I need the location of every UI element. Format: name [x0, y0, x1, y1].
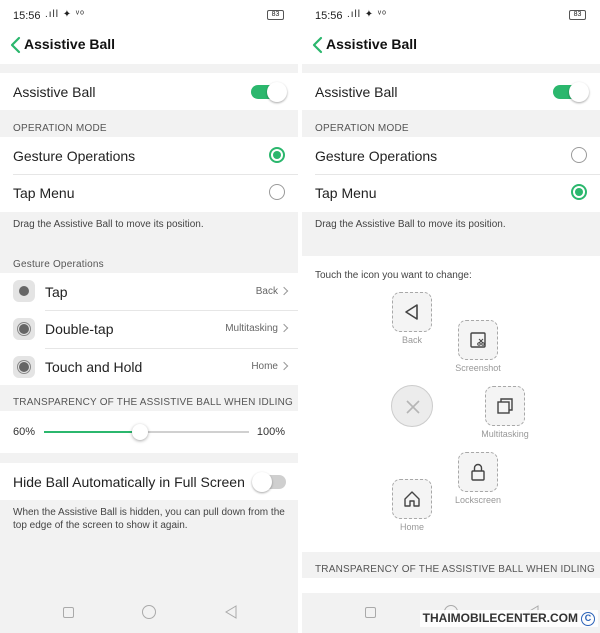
gesture-row-tap[interactable]	[0, 273, 298, 310]
gesture-operations-radio[interactable]	[269, 147, 285, 163]
menu-item-back[interactable]	[392, 292, 432, 332]
toggle-knob	[252, 472, 272, 492]
menu-item-label: Lockscreen	[454, 495, 502, 505]
signal-icon: .ıll ✦ ᵛᵒ	[45, 9, 85, 20]
tap-menu-label: Tap Menu	[13, 185, 75, 201]
drag-note: Drag the Assistive Ball to move its position.	[315, 219, 506, 230]
back-triangle-icon	[402, 302, 422, 322]
tap-menu-option[interactable]	[0, 175, 298, 212]
battery-icon: 83	[569, 10, 586, 20]
page-title: Assistive Ball	[24, 36, 116, 52]
menu-item-label: Screenshot	[455, 363, 501, 373]
battery-icon: 83	[267, 10, 284, 20]
menu-item-label: Back	[401, 335, 422, 345]
transparency-slider-row	[0, 411, 298, 453]
title-bar	[0, 28, 298, 64]
watermark-text: THAIMOBILECENTER.COM	[422, 611, 578, 625]
close-menu-button[interactable]	[391, 385, 433, 427]
gesture-value: Multitasking	[225, 323, 278, 334]
assistive-ball-label: Assistive Ball	[13, 84, 96, 100]
gesture-row-double-tap[interactable]	[0, 311, 298, 348]
menu-item-lockscreen[interactable]	[458, 452, 498, 492]
assistive-ball-row[interactable]	[302, 73, 600, 110]
tap-gesture-icon	[13, 280, 35, 302]
left-screen	[0, 0, 298, 633]
slider-fill	[44, 431, 140, 433]
gesture-operations-option[interactable]	[302, 137, 600, 174]
recents-button[interactable]	[63, 607, 74, 618]
menu-item-multitasking[interactable]	[485, 386, 525, 426]
status-time: 15:56	[13, 10, 41, 22]
signal-icon: .ıll ✦ ᵛᵒ	[347, 9, 387, 20]
hide-ball-row[interactable]	[0, 463, 298, 500]
chevron-right-icon	[280, 362, 288, 370]
toggle-knob	[569, 82, 589, 102]
navigation-bar	[0, 593, 298, 633]
chevron-right-icon	[280, 324, 288, 332]
transparency-heading: TRANSPARENCY OF THE ASSISTIVE BALL WHEN IDLING	[13, 397, 294, 408]
back-button[interactable]	[225, 605, 237, 619]
recents-button[interactable]	[365, 607, 376, 618]
gesture-value: Back	[255, 286, 278, 297]
slider-handle[interactable]	[132, 424, 148, 440]
assistive-ball-label: Assistive Ball	[315, 84, 398, 100]
transparency-slider[interactable]	[44, 431, 249, 433]
touch-hold-gesture-icon	[13, 356, 35, 378]
status-bar	[0, 0, 298, 28]
menu-item-screenshot[interactable]	[458, 320, 498, 360]
gesture-label: Double-tap	[45, 321, 114, 337]
lock-icon	[468, 462, 488, 482]
watermark-logo-icon: C	[581, 612, 595, 626]
gesture-operations-label: Gesture Operations	[13, 148, 136, 164]
operation-mode-heading: OPERATION MODE	[315, 123, 409, 134]
touch-prompt: Touch the icon you want to change:	[315, 270, 472, 281]
gesture-operations-heading: Gesture Operations	[13, 259, 104, 270]
gesture-label: Tap	[45, 284, 68, 300]
menu-item-label: Home	[399, 522, 424, 532]
operation-mode-group	[302, 137, 600, 212]
assistive-ball-toggle[interactable]	[553, 85, 585, 99]
operation-mode-heading: OPERATION MODE	[13, 123, 107, 134]
hide-ball-label: Hide Ball Automatically in Full Screen	[13, 474, 245, 490]
toggle-knob	[267, 82, 287, 102]
slider-max-label: 100%	[256, 426, 285, 438]
multitasking-icon	[495, 396, 515, 416]
page-title: Assistive Ball	[326, 36, 418, 52]
tap-menu-editor	[302, 256, 600, 552]
screenshot-icon	[468, 330, 488, 350]
home-button[interactable]	[142, 605, 156, 619]
chevron-right-icon	[280, 287, 288, 295]
gesture-operations-option[interactable]	[0, 137, 298, 174]
title-bar	[302, 28, 600, 64]
gesture-operations-radio[interactable]	[571, 147, 587, 163]
back-arrow-icon[interactable]	[309, 34, 327, 56]
tap-menu-label: Tap Menu	[315, 185, 377, 201]
tap-menu-radio[interactable]	[269, 184, 285, 200]
gesture-row-touch-and-hold[interactable]	[0, 349, 298, 385]
assistive-ball-toggle[interactable]	[251, 85, 283, 99]
assistive-ball-row[interactable]	[0, 73, 298, 110]
menu-item-label: Multitasking	[481, 429, 529, 439]
status-time: 15:56	[315, 10, 343, 22]
gesture-list	[0, 273, 298, 385]
close-icon	[405, 399, 421, 415]
status-bar	[302, 0, 600, 28]
tap-menu-option[interactable]	[302, 175, 600, 212]
slider-min-label: 60%	[13, 426, 36, 438]
watermark	[420, 610, 598, 627]
menu-item-home[interactable]	[392, 479, 432, 519]
tap-menu-radio[interactable]	[571, 184, 587, 200]
hide-ball-toggle[interactable]	[254, 475, 286, 489]
right-screen	[302, 0, 600, 633]
gesture-value: Home	[251, 361, 278, 372]
transparency-heading: TRANSPARENCY OF THE ASSISTIVE BALL WHEN IDLING	[315, 564, 596, 575]
back-arrow-icon[interactable]	[7, 34, 25, 56]
double-tap-gesture-icon	[13, 318, 35, 340]
operation-mode-group	[0, 137, 298, 212]
gesture-operations-label: Gesture Operations	[315, 148, 438, 164]
gesture-label: Touch and Hold	[45, 359, 143, 375]
hide-ball-note: When the Assistive Ball is hidden, you can pull down from the top edge of the screen to show it again.	[13, 507, 285, 531]
drag-note: Drag the Assistive Ball to move its position.	[13, 219, 204, 230]
home-icon	[402, 489, 422, 509]
